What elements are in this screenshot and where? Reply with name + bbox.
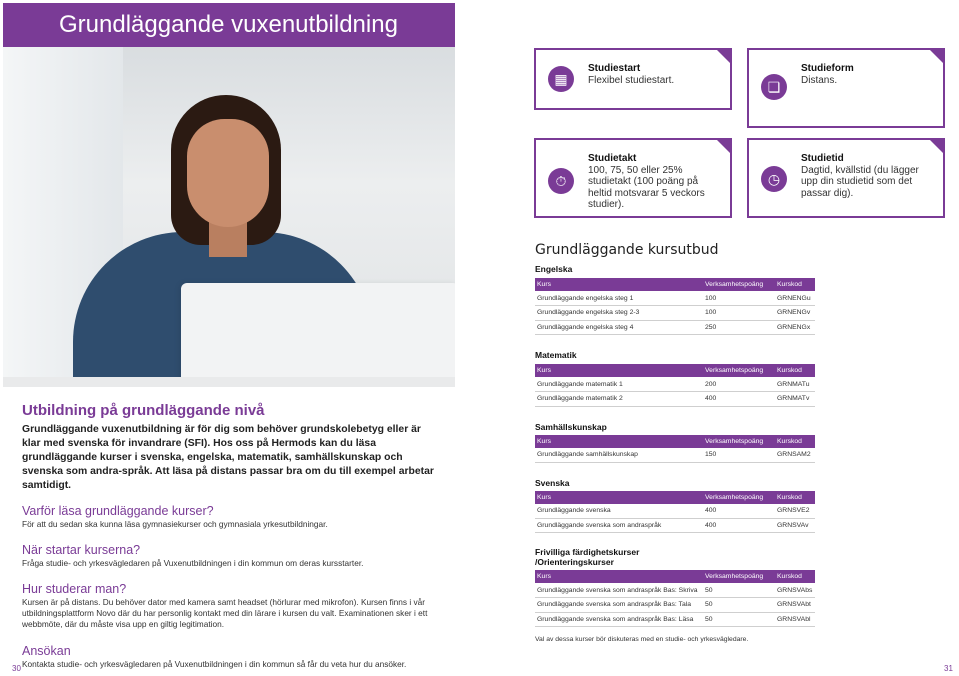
table-row — [535, 612, 815, 627]
table-header-row — [535, 570, 815, 583]
student-photo — [3, 47, 455, 387]
photo-face — [187, 119, 269, 227]
header-kurs: Kurs — [535, 435, 703, 448]
card-studiestart — [534, 48, 732, 110]
course-name: Grundläggande svenska som andraspråk Bas: Läsa — [535, 612, 703, 627]
course-points: 400 — [703, 518, 775, 533]
course-name: Grundläggande matematik 1 — [535, 377, 703, 392]
card-text: Flexibel studiestart. — [588, 74, 675, 86]
card-title: Studietid — [801, 153, 844, 164]
course-points: 150 — [703, 448, 775, 463]
table-header-row — [535, 364, 815, 377]
course-name: Grundläggande matematik 2 — [535, 392, 703, 407]
table-row — [535, 291, 815, 306]
header-kurskod: Kurskod — [775, 491, 815, 504]
course-name: Grundläggande engelska steg 1 — [535, 291, 703, 306]
course-name: Grundläggande engelska steg 2-3 — [535, 306, 703, 321]
course-name: Grundläggande svenska som andraspråk Bas: Skriva — [535, 583, 703, 598]
table-samhallskunskap — [535, 435, 815, 463]
header-kurs: Kurs — [535, 491, 703, 504]
group-samhallskunskap-title: Samhällskunskap — [535, 421, 607, 432]
table-row — [535, 504, 815, 519]
group-svenska-title: Svenska — [535, 477, 570, 488]
question-heading: Hur studerar man? — [22, 582, 127, 596]
calendar-icon: ▦ — [548, 66, 574, 92]
course-note: Val av dessa kurser bör diskuteras med en studie- och yrkesvägledare. — [535, 636, 749, 643]
course-points: 100 — [703, 306, 775, 321]
group-frivilliga-line2: /Orienteringskurser — [535, 557, 614, 567]
page-number-right: 31 — [944, 664, 953, 673]
course-points: 200 — [703, 377, 775, 392]
course-name: Grundläggande svenska som andraspråk — [535, 518, 703, 533]
answer-text: Kursen är på distans. Du behöver dator med kamera samt headset (hörlurar med mikrofon). Kursen finns i vår utbildningsplattform Novo där du har personlig kontakt med din lärare i kursen du valt. Examinationen sker i ett webbmöte, där du måste visa upp en giltig legitimation. — [22, 597, 428, 629]
table-svenska — [535, 491, 815, 534]
stopwatch-icon: ⏱ — [548, 168, 574, 194]
header-verksamhetspoang: Verksamhetspoäng — [703, 491, 775, 504]
card-studieform — [747, 48, 945, 128]
header-kurs: Kurs — [535, 570, 703, 583]
header-kurs: Kurs — [535, 278, 703, 291]
card-title: Studiestart — [588, 63, 641, 74]
section-title: Utbildning på grundläggande nivå — [22, 402, 265, 419]
card-studietid — [747, 138, 945, 218]
course-section — [535, 242, 815, 643]
header-kurskod: Kurskod — [775, 278, 815, 291]
card-text: Distans. — [801, 74, 838, 86]
course-code: GRNMATv — [775, 392, 815, 407]
course-name: Grundläggande svenska — [535, 504, 703, 519]
header-kurskod: Kurskod — [775, 364, 815, 377]
course-points: 400 — [703, 392, 775, 407]
course-code: GRNSVAv — [775, 518, 815, 533]
page-title: Grundläggande vuxenutbildning — [59, 11, 398, 38]
header-verksamhetspoang: Verksamhetspoäng — [703, 435, 775, 448]
table-matematik — [535, 364, 815, 407]
clock-icon: ◷ — [761, 166, 787, 192]
photo-desk — [3, 377, 455, 387]
table-row — [535, 583, 815, 598]
course-code: GRNENGx — [775, 320, 815, 335]
table-header-row — [535, 278, 815, 291]
course-code: GRNSVAbt — [775, 598, 815, 613]
question-heading: Varför läsa grundläggande kurser? — [22, 504, 214, 518]
table-row — [535, 518, 815, 533]
card-studietakt — [534, 138, 732, 218]
course-code: GRNSAM2 — [775, 448, 815, 463]
course-code: GRNMATu — [775, 377, 815, 392]
header-verksamhetspoang: Verksamhetspoäng — [703, 278, 775, 291]
question-heading: Ansökan — [22, 644, 71, 658]
course-points: 250 — [703, 320, 775, 335]
question-heading: När startar kurserna? — [22, 543, 141, 557]
table-frivilliga — [535, 570, 815, 627]
table-row — [535, 306, 815, 321]
course-name: Grundläggande engelska steg 4 — [535, 320, 703, 335]
table-row — [535, 392, 815, 407]
course-points: 50 — [703, 612, 775, 627]
header-kurs: Kurs — [535, 364, 703, 377]
course-code: GRNSVE2 — [775, 504, 815, 519]
answer-text: Fråga studie- och yrkesvägledaren på Vuxenutbildningen i din kommun om deras kursstarter. — [22, 558, 364, 568]
courses-title: Grundläggande kursutbud — [535, 242, 719, 258]
group-matematik-title: Matematik — [535, 350, 577, 360]
course-code: GRNSVAbs — [775, 583, 815, 598]
course-points: 100 — [703, 291, 775, 306]
table-header-row — [535, 491, 815, 504]
table-row — [535, 377, 815, 392]
group-frivilliga-line1: Frivilliga färdighetskurser — [535, 547, 640, 557]
left-column — [22, 402, 442, 670]
course-code: GRNENGu — [775, 291, 815, 306]
course-code: GRNENGv — [775, 306, 815, 321]
title-banner — [3, 3, 455, 47]
header-kurskod: Kurskod — [775, 435, 815, 448]
group-frivilliga-title — [535, 547, 815, 567]
card-title: Studieform — [801, 63, 854, 74]
course-code: GRNSVAbl — [775, 612, 815, 627]
photo-laptop — [181, 283, 455, 387]
book-icon: ❏ — [761, 74, 787, 100]
course-points: 50 — [703, 583, 775, 598]
course-name: Grundläggande svenska som andraspråk Bas: Tala — [535, 598, 703, 613]
table-row — [535, 598, 815, 613]
header-verksamhetspoang: Verksamhetspoäng — [703, 570, 775, 583]
course-points: 50 — [703, 598, 775, 613]
group-engelska-title: Engelska — [535, 264, 573, 274]
header-kurskod: Kurskod — [775, 570, 815, 583]
course-points: 400 — [703, 504, 775, 519]
table-engelska — [535, 278, 815, 335]
answer-text: För att du sedan ska kunna läsa gymnasiekurser och gymnasiala yrkesutbildningar. — [22, 519, 328, 529]
header-verksamhetspoang: Verksamhetspoäng — [703, 364, 775, 377]
course-name: Grundläggande samhällskunskap — [535, 448, 703, 463]
table-row — [535, 320, 815, 335]
table-row — [535, 448, 815, 463]
card-text: 100, 75, 50 eller 25% studietakt (100 poäng på heltid motsvarar 5 veckors studier). — [588, 164, 705, 210]
table-header-row — [535, 435, 815, 448]
answer-text: Kontakta studie- och yrkesvägledaren på Vuxenutbildningen i din kommun så får du veta hur du ansöker. — [22, 659, 407, 669]
card-text: Dagtid, kvällstid (du lägger upp din studietid som det passar dig). — [801, 164, 919, 199]
card-title: Studietakt — [588, 153, 637, 164]
page-number-left: 30 — [12, 664, 21, 673]
intro-text: Grundläggande vuxenutbildning är för dig som behöver grundskolebetyg eller är klar med svenska för invandrare (SFI). Hos oss på Hermods kan du läsa grundläggande kurser i svenska, engelska, matematik, samhällskunskap och svenska som andra-språk. Att läsa på distans passar bra om du till exempel arbetar samtidigt. — [22, 424, 434, 491]
